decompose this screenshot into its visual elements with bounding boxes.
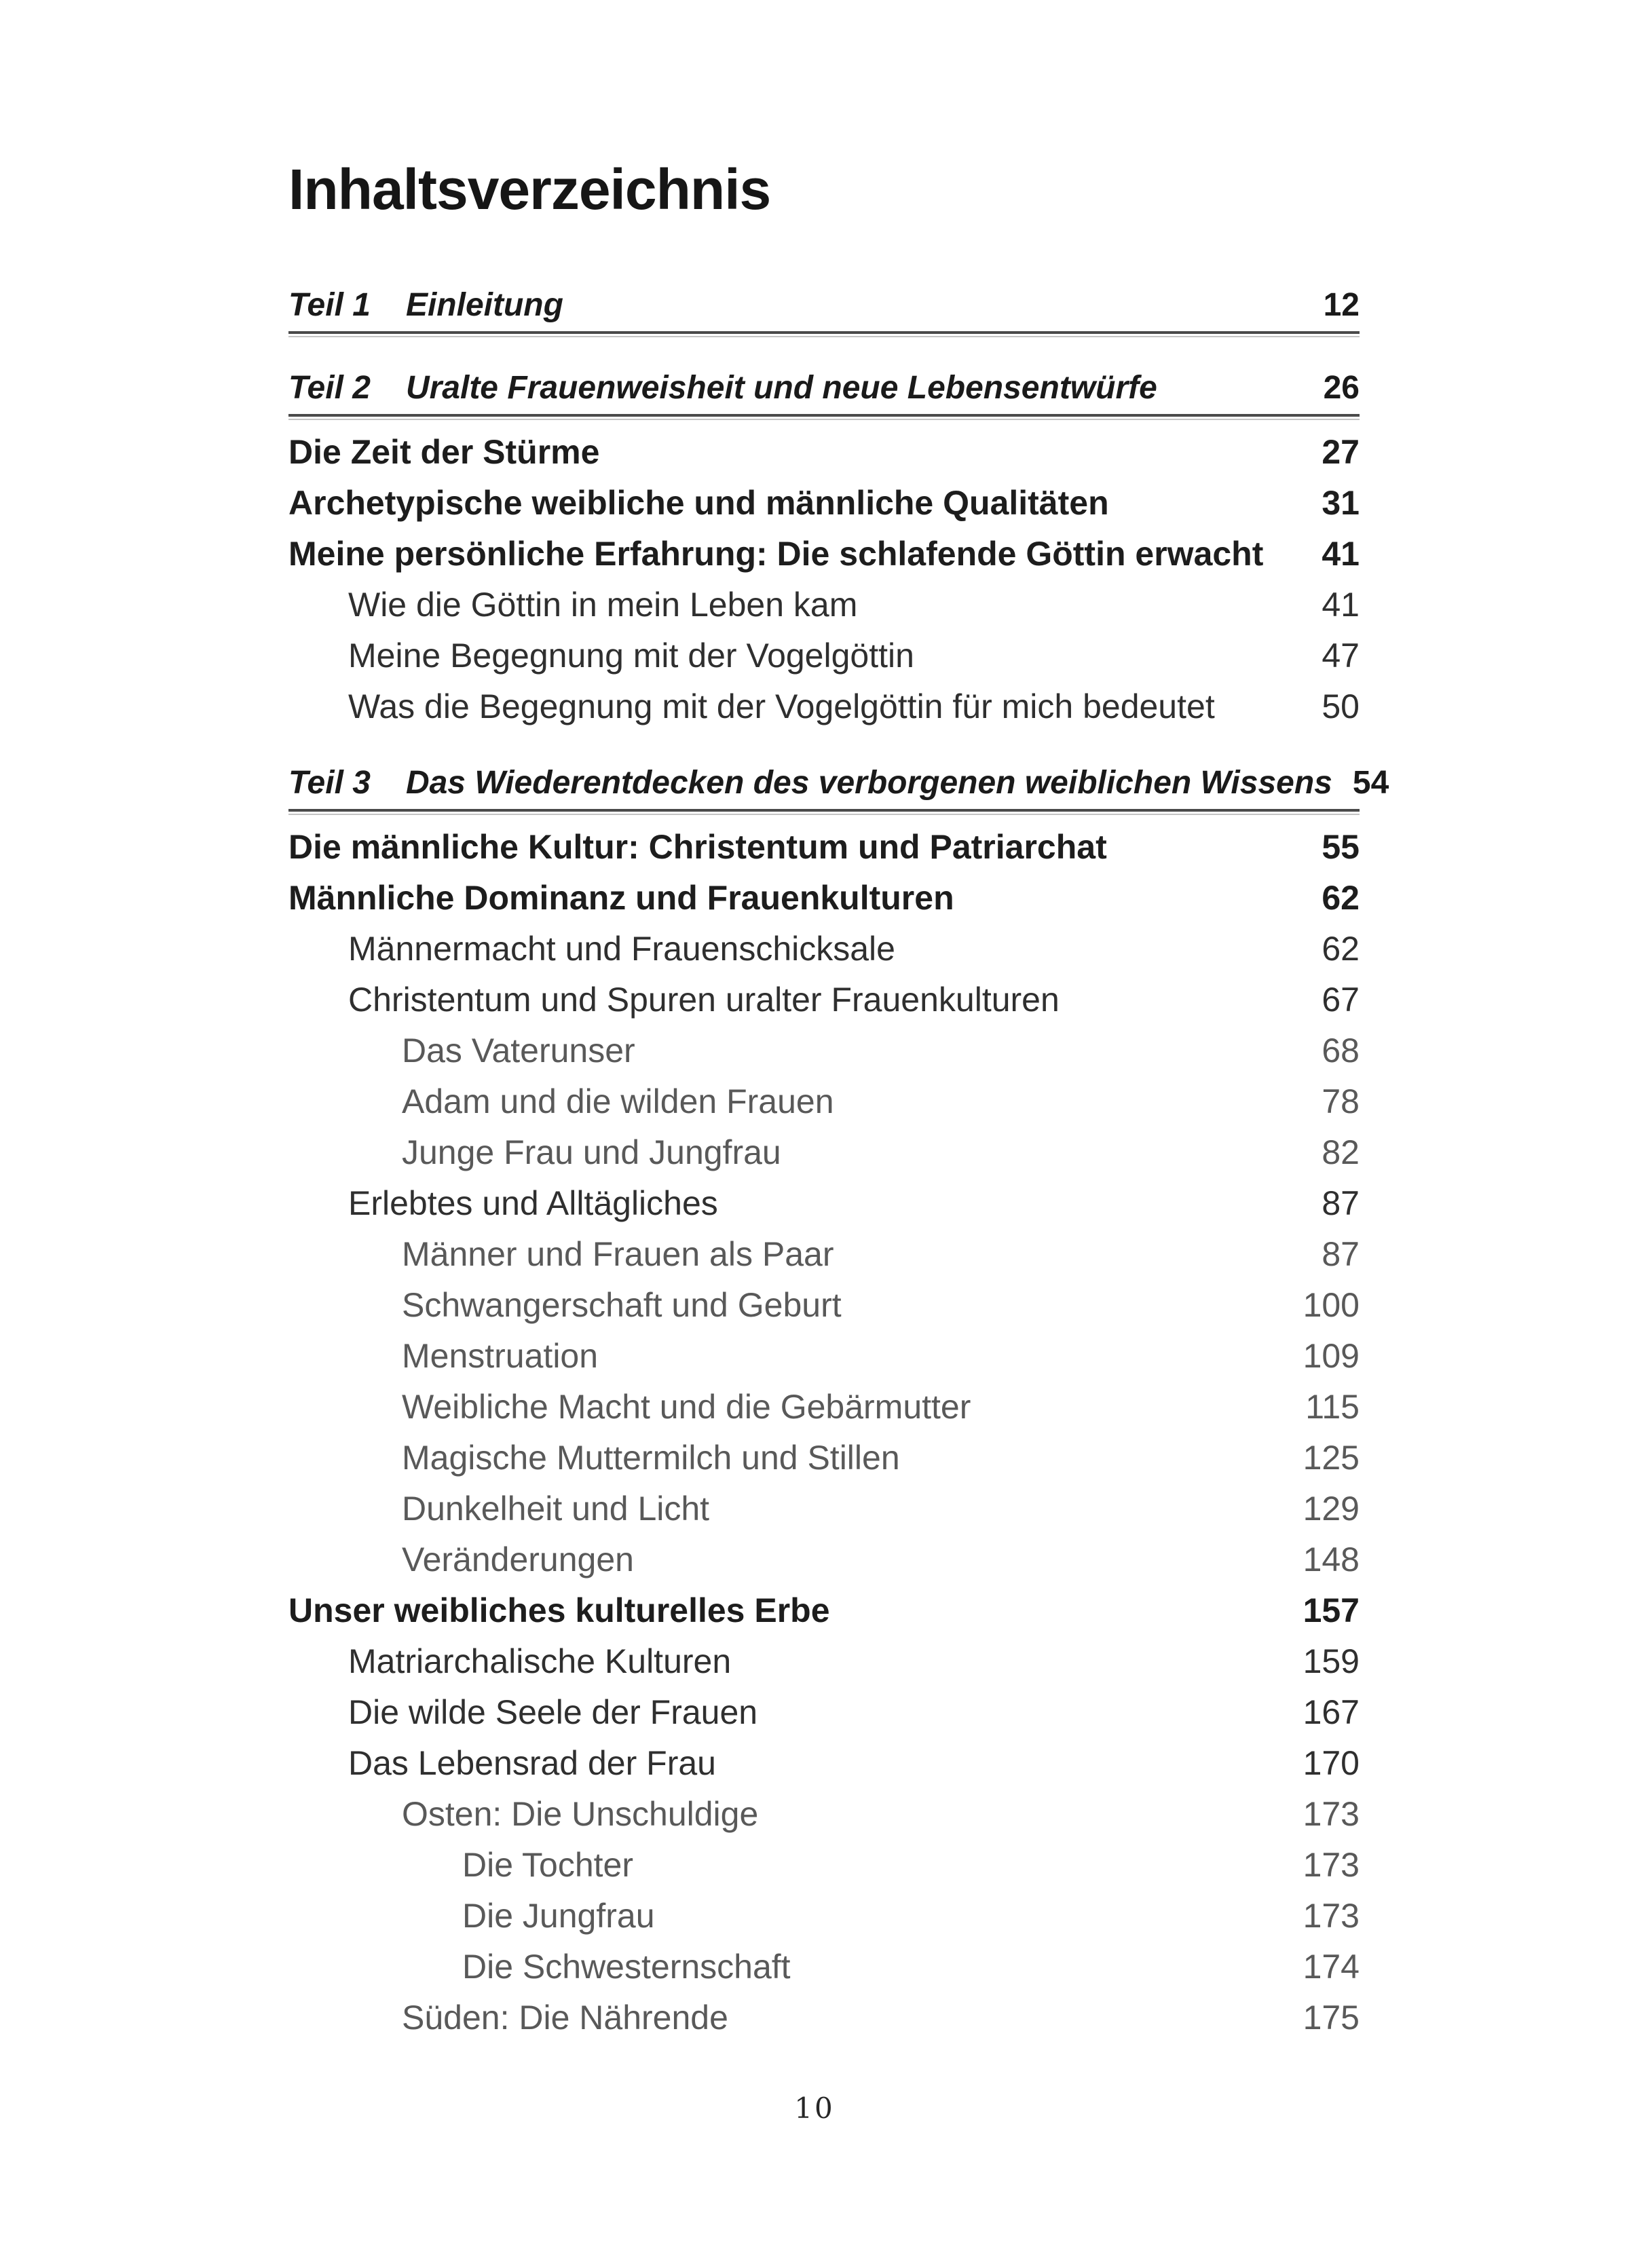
toc-entry — [288, 1382, 1360, 1433]
toc-entry — [288, 1025, 1360, 1076]
toc-entry — [288, 1687, 1360, 1738]
toc-entry-title: Die Schwesternschaft — [462, 1948, 791, 1986]
toc-entries — [288, 427, 1360, 732]
toc-entry-title: Die männliche Kultur: Christentum und Patriarchat — [288, 828, 1107, 866]
part-title: Das Wiederentdecken des verborgenen weiblichen Wissens — [405, 765, 1332, 801]
toc-entry-page-number: 148 — [1303, 1541, 1360, 1579]
toc-entry-page-number: 67 — [1322, 981, 1360, 1019]
toc-entry — [288, 1636, 1360, 1687]
toc-entry-title: Die Zeit der Stürme — [288, 433, 600, 471]
toc-entry — [288, 427, 1360, 478]
toc-entry — [288, 1992, 1360, 2043]
toc-entry — [288, 630, 1360, 681]
toc-entry-title: Archetypische weibliche und männliche Qualitäten — [288, 484, 1109, 522]
toc-entry-title: Männermacht und Frauenschicksale — [348, 930, 895, 968]
part-label: Teil 2 — [288, 370, 371, 406]
toc-entry — [288, 1433, 1360, 1483]
toc-entry-page-number: 173 — [1303, 1795, 1360, 1833]
part-title: Einleitung — [405, 287, 563, 323]
part-heading — [288, 368, 1157, 409]
toc-entry-page-number: 68 — [1322, 1032, 1360, 1070]
toc-entry-title: Das Vaterunser — [402, 1032, 635, 1070]
toc-entry-page-number: 125 — [1303, 1439, 1360, 1477]
toc-entry-title: Männer und Frauen als Paar — [402, 1235, 834, 1273]
toc-entry-page-number: 47 — [1322, 637, 1360, 675]
toc-entry-title: Die wilde Seele der Frauen — [348, 1693, 758, 1731]
toc-entry — [288, 873, 1360, 924]
toc-entry — [288, 1076, 1360, 1127]
toc-entry-title: Veränderungen — [402, 1541, 634, 1579]
toc-entry — [288, 1127, 1360, 1178]
toc-entry-page-number: 31 — [1322, 484, 1360, 522]
toc-entry-title: Meine persönliche Erfahrung: Die schlafende Göttin erwacht — [288, 535, 1264, 573]
toc-entry-title: Wie die Göttin in mein Leben kam — [348, 586, 858, 624]
toc-entry — [288, 1840, 1360, 1891]
toc-entry-title: Menstruation — [402, 1337, 599, 1375]
part-divider — [288, 414, 1360, 420]
toc-entry-title: Junge Frau und Jungfrau — [402, 1133, 781, 1171]
toc-entry — [288, 1891, 1360, 1942]
toc-entry — [288, 580, 1360, 630]
toc-entry-page-number: 109 — [1303, 1337, 1360, 1375]
part-label: Teil 3 — [288, 765, 371, 801]
toc-entry-page-number: 87 — [1322, 1235, 1360, 1273]
toc-content — [288, 0, 1389, 2043]
toc-entry-page-number: 157 — [1303, 1591, 1360, 1629]
toc-entry — [288, 924, 1360, 975]
toc-entries — [288, 822, 1360, 2043]
part-page-number: 26 — [1323, 370, 1360, 406]
toc-entry-page-number: 87 — [1322, 1184, 1360, 1222]
toc-entry — [288, 478, 1360, 529]
toc-entry-title: Die Jungfrau — [462, 1897, 655, 1935]
toc-entry-page-number: 41 — [1322, 586, 1360, 624]
toc-entry-page-number: 167 — [1303, 1693, 1360, 1731]
toc-entry-title: Schwangerschaft und Geburt — [402, 1286, 842, 1324]
toc-entry-page-number: 159 — [1303, 1642, 1360, 1680]
toc-entry-page-number: 55 — [1322, 828, 1360, 866]
part-heading — [288, 285, 563, 326]
part-divider — [288, 809, 1360, 815]
toc-entry-title: Was die Begegnung mit der Vogelgöttin für mich bedeutet — [348, 687, 1215, 725]
toc-entry-page-number: 170 — [1303, 1744, 1360, 1782]
toc-entry-title: Meine Begegnung mit der Vogelgöttin — [348, 637, 914, 675]
toc-entry-page-number: 173 — [1303, 1897, 1360, 1935]
toc-entry-page-number: 27 — [1322, 433, 1360, 471]
page-title: Inhaltsverzeichnis — [288, 157, 771, 221]
toc-entry-title: Die Tochter — [462, 1846, 633, 1884]
toc-entry-title: Magische Muttermilch und Stillen — [402, 1439, 900, 1477]
toc-entry-title: Das Lebensrad der Frau — [348, 1744, 716, 1782]
toc-entry-page-number: 115 — [1305, 1388, 1360, 1426]
toc-entry-page-number: 78 — [1322, 1082, 1360, 1120]
toc-entry-page-number: 100 — [1303, 1286, 1360, 1324]
toc-entry-title: Christentum und Spuren uralter Frauenkulturen — [348, 981, 1060, 1019]
toc-entry-title: Adam und die wilden Frauen — [402, 1082, 834, 1120]
toc-entry-page-number: 173 — [1303, 1846, 1360, 1884]
toc-part-3 — [288, 763, 1389, 2043]
toc-entry — [288, 1585, 1360, 1636]
part-row — [288, 285, 1360, 326]
toc-entry-title: Unser weibliches kulturelles Erbe — [288, 1591, 830, 1629]
toc-entry — [288, 1942, 1360, 1992]
toc-entry-title: Matriarchalische Kulturen — [348, 1642, 732, 1680]
toc-entry — [288, 1789, 1360, 1840]
part-page-number: 54 — [1352, 765, 1389, 801]
toc-entry — [288, 681, 1360, 732]
toc-entry — [288, 822, 1360, 873]
toc-entry-page-number: 174 — [1303, 1948, 1360, 1986]
page-number-footer: 10 — [794, 2092, 835, 2125]
toc-entry — [288, 1229, 1360, 1280]
part-label: Teil 1 — [288, 287, 371, 323]
toc-part-2 — [288, 368, 1360, 732]
toc-entry-title: Männliche Dominanz und Frauenkulturen — [288, 879, 954, 917]
toc-entry-title: Dunkelheit und Licht — [402, 1490, 710, 1528]
toc-entry — [288, 1483, 1360, 1534]
toc-entry-page-number: 175 — [1303, 1999, 1360, 2037]
toc-entry — [288, 1280, 1360, 1331]
toc-entry-title: Süden: Die Nährende — [402, 1999, 728, 2037]
toc-entry — [288, 1738, 1360, 1789]
toc-entry — [288, 1331, 1360, 1382]
part-title: Uralte Frauenweisheit und neue Lebensentwürfe — [405, 370, 1157, 406]
toc-entry — [288, 529, 1360, 580]
toc-entry-title: Weibliche Macht und die Gebärmutter — [402, 1388, 971, 1426]
toc-entry-page-number: 129 — [1303, 1490, 1360, 1528]
toc-entry-page-number: 50 — [1322, 687, 1360, 725]
part-divider — [288, 331, 1360, 337]
toc-entry — [288, 1178, 1360, 1229]
toc-entry — [288, 975, 1360, 1025]
part-row — [288, 763, 1389, 804]
toc-entry-page-number: 41 — [1322, 535, 1360, 573]
toc-entry-page-number: 62 — [1322, 879, 1360, 917]
toc-part-1 — [288, 285, 1360, 337]
part-row — [288, 368, 1360, 409]
part-heading — [288, 763, 1332, 804]
toc-entry-page-number: 82 — [1322, 1133, 1360, 1171]
toc-entry-title: Erlebtes und Alltägliches — [348, 1184, 718, 1222]
part-page-number: 12 — [1323, 287, 1360, 323]
toc-entry-page-number: 62 — [1322, 930, 1360, 968]
toc-entry-title: Osten: Die Unschuldige — [402, 1795, 759, 1833]
toc-entry — [288, 1534, 1360, 1585]
